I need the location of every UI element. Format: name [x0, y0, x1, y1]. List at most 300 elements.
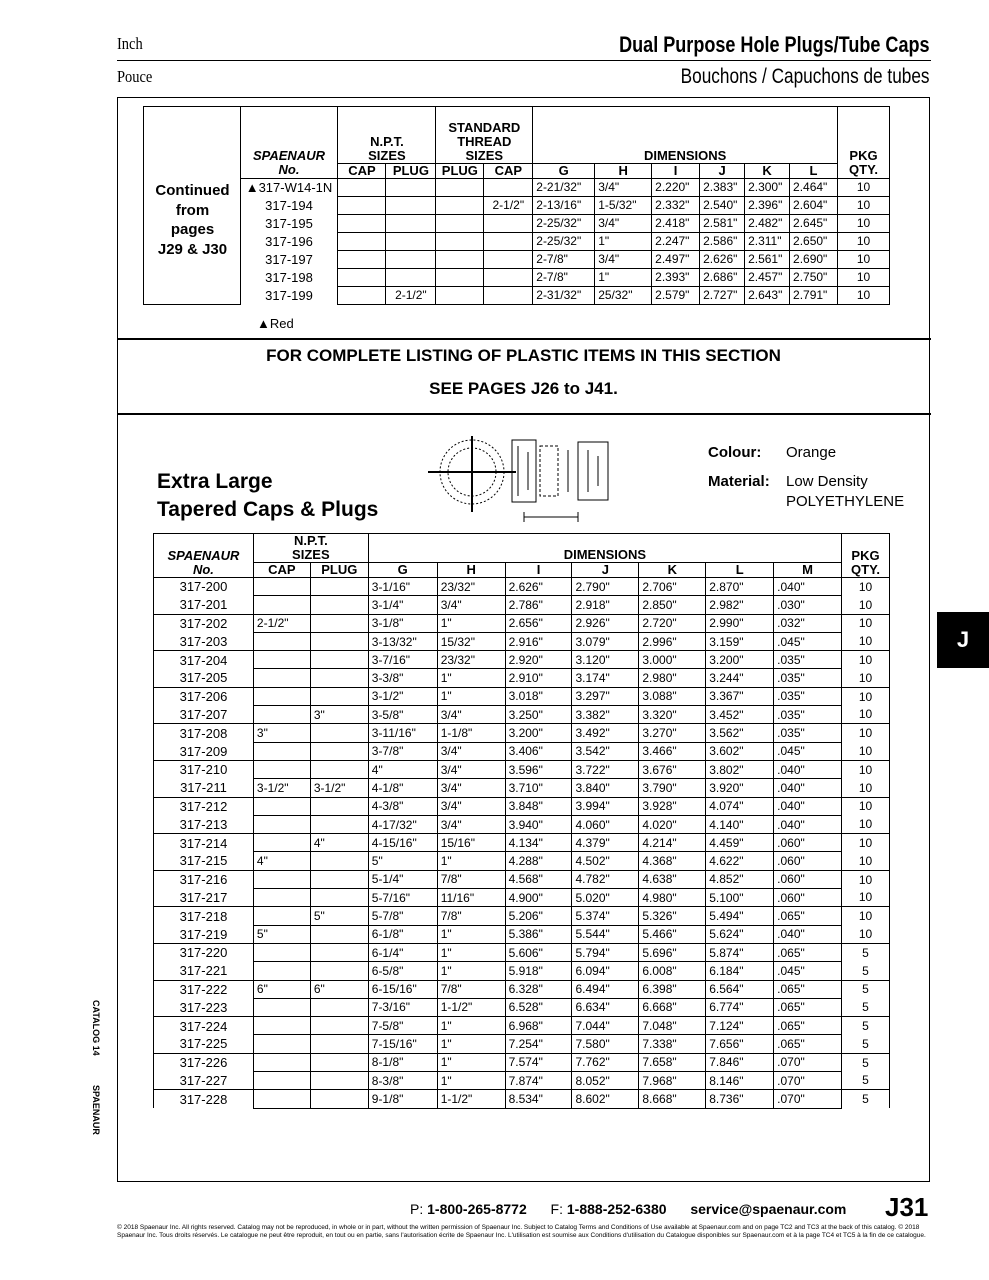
t2-cell-h: 3/4" [437, 706, 505, 724]
t2-cell-j: 6.494" [572, 980, 639, 998]
t2-cell-i: 8.534" [505, 1090, 572, 1108]
t2-cell-m: .030" [774, 596, 842, 614]
t2-header-cap: CAP [253, 563, 310, 578]
t1-cell-no: 317-195 [240, 214, 338, 232]
t1-cell-std_plug [436, 268, 484, 286]
t2-cell-i: 3.200" [505, 724, 572, 742]
t2-cell-h: 15/16" [437, 834, 505, 852]
t2-cell-i: 7.574" [505, 1053, 572, 1071]
t1-cell-no: 317-194 [240, 196, 338, 214]
t2-cell-i: 5.386" [505, 925, 572, 943]
t1-header-dimensions: DIMENSIONS [643, 147, 727, 163]
t2-cell-g: 5-7/8" [368, 907, 437, 925]
t1-cell-std_plug [436, 232, 484, 250]
t1-cell-qty: 10 [837, 250, 889, 268]
t2-cell-m: .040" [774, 925, 842, 943]
t2-cell-i: 4.900" [505, 889, 572, 907]
t2-cell-plug [310, 742, 368, 760]
t2-cell-j: 2.926" [572, 614, 639, 632]
t1-row [144, 250, 890, 268]
t2-cell-cap [253, 632, 310, 650]
t2-cell-k: 4.214" [639, 834, 706, 852]
t2-cell-i: 5.606" [505, 943, 572, 961]
t2-header-m: M [774, 563, 842, 578]
t2-cell-k: 5.466" [639, 925, 706, 943]
t2-cell-m: .032" [774, 614, 842, 632]
t2-header-spaenaur: SPAENAUR [167, 547, 240, 563]
t1-cell-l: 2.791" [790, 286, 838, 304]
page-title-fr: Bouchons / Capuchons de tubes [681, 65, 930, 88]
t2-cell-i: 3.710" [505, 779, 572, 797]
t2-cell-no: 317-223 [154, 998, 254, 1016]
t1-row [144, 268, 890, 286]
t1-cell-npt_cap [338, 196, 386, 214]
continued-line-1: Continued [155, 182, 230, 199]
t2-cell-g: 4-1/8" [368, 779, 437, 797]
t2-cell-i: 3.940" [505, 815, 572, 833]
t2-cell-k: 6.398" [639, 980, 706, 998]
t1-cell-npt_plug [386, 268, 436, 286]
t2-cell-i: 3.406" [505, 742, 572, 760]
t2-row [154, 578, 890, 596]
t2-cell-g: 6-1/4" [368, 943, 437, 961]
t1-cell-npt_plug [386, 250, 436, 268]
t2-cell-k: 4.368" [639, 852, 706, 870]
t2-cell-m: .070" [774, 1053, 842, 1071]
t2-cell-l: 4.622" [706, 852, 774, 870]
t2-cell-qty: 5 [842, 962, 890, 980]
t2-cell-h: 7/8" [437, 870, 505, 888]
t2-cell-plug [310, 1017, 368, 1035]
t1-cell-k: 2.300" [745, 178, 790, 196]
t2-cell-m: .060" [774, 889, 842, 907]
t1-cell-std_plug [436, 196, 484, 214]
t2-cell-plug [310, 1053, 368, 1071]
t2-header-npt: N.P.T. [293, 533, 328, 548]
t2-cell-no: 317-213 [154, 815, 254, 833]
t1-header-no: No. [278, 162, 300, 178]
t2-cell-no: 317-225 [154, 1035, 254, 1053]
t2-cell-j: 5.544" [572, 925, 639, 943]
t2-cell-l: 6.564" [706, 980, 774, 998]
t1-row [144, 178, 890, 196]
t1-cell-std_plug [436, 250, 484, 268]
t2-cell-no: 317-212 [154, 797, 254, 815]
t2-cell-h: 3/4" [437, 779, 505, 797]
section-title-line-2: Tapered Caps & Plugs [157, 498, 379, 521]
t1-cell-qty: 10 [837, 178, 889, 196]
t2-cell-plug [310, 1090, 368, 1108]
t1-header-standard: STANDARD [448, 119, 521, 135]
continued-table [143, 106, 890, 305]
t2-cell-j: 3.079" [572, 632, 639, 650]
t2-cell-m: .040" [774, 797, 842, 815]
t2-cell-k: 3.790" [639, 779, 706, 797]
t2-cell-h: 1-1/2" [437, 998, 505, 1016]
t1-header-npt-sizes: SIZES [368, 147, 406, 163]
t2-cell-no: 317-206 [154, 687, 254, 705]
t2-row [154, 980, 890, 998]
t2-cell-i: 6.968" [505, 1017, 572, 1035]
t2-cell-j: 7.762" [572, 1053, 639, 1071]
t2-cell-k: 6.008" [639, 962, 706, 980]
t2-cell-plug [310, 1072, 368, 1090]
t2-cell-qty: 10 [842, 578, 890, 596]
t2-cell-plug: 3-1/2" [310, 779, 368, 797]
t2-header-plug: PLUG [310, 563, 368, 578]
t2-cell-k: 2.996" [639, 632, 706, 650]
footer-contact [410, 1201, 846, 1217]
t2-cell-l: 2.870" [706, 578, 774, 596]
t2-cell-k: 3.466" [639, 742, 706, 760]
t2-cell-h: 1" [437, 614, 505, 632]
t2-cell-l: 3.452" [706, 706, 774, 724]
t2-cell-no: 317-215 [154, 852, 254, 870]
t2-cell-qty: 5 [842, 1072, 890, 1090]
t1-cell-i: 2.247" [652, 232, 700, 250]
t1-cell-g: 2-31/32" [533, 286, 595, 304]
tapered-caps-table [153, 533, 890, 1109]
t1-header-sizes: SIZES [465, 147, 504, 163]
t2-row [154, 614, 890, 632]
t2-cell-no: 317-202 [154, 614, 254, 632]
t2-cell-m: .070" [774, 1072, 842, 1090]
t1-cell-no: 317-196 [240, 232, 338, 250]
t1-cell-j: 2.686" [700, 268, 745, 286]
t2-cell-l: 2.982" [706, 596, 774, 614]
t2-cell-h: 1" [437, 687, 505, 705]
t2-cell-qty: 10 [842, 651, 890, 669]
t2-cell-no: 317-209 [154, 742, 254, 760]
t2-cell-k: 2.980" [639, 669, 706, 687]
t2-cell-k: 2.720" [639, 614, 706, 632]
t2-cell-k: 5.326" [639, 907, 706, 925]
t2-cell-m: .065" [774, 943, 842, 961]
t1-cell-npt_cap [338, 214, 386, 232]
t2-header-i: I [505, 563, 572, 578]
t2-cell-cap [253, 943, 310, 961]
t1-cell-npt_cap [338, 178, 386, 196]
t1-cell-qty: 10 [837, 268, 889, 286]
t2-cell-l: 3.802" [706, 760, 774, 778]
t2-cell-plug [310, 614, 368, 632]
t1-cell-k: 2.311" [745, 232, 790, 250]
t2-header-k: K [639, 563, 706, 578]
t2-cell-no: 317-222 [154, 980, 254, 998]
phone-number[interactable]: 1-800-265-8772 [427, 1201, 527, 1217]
t1-cell-h: 3/4" [595, 250, 652, 268]
t2-row [154, 889, 890, 907]
t2-cell-qty: 5 [842, 1035, 890, 1053]
t2-cell-qty: 10 [842, 632, 890, 650]
t2-cell-i: 2.910" [505, 669, 572, 687]
t2-cell-h: 3/4" [437, 742, 505, 760]
t2-cell-l: 4.074" [706, 797, 774, 815]
t1-header-qty: QTY. [837, 163, 889, 178]
t1-cell-l: 2.464" [790, 178, 838, 196]
t2-cell-i: 2.920" [505, 651, 572, 669]
t1-side-cell [144, 178, 241, 196]
t2-cell-j: 8.052" [572, 1072, 639, 1090]
t2-cell-qty: 10 [842, 596, 890, 614]
t2-cell-qty: 10 [842, 925, 890, 943]
fax-label: F: [550, 1201, 563, 1217]
t2-cell-g: 3-11/16" [368, 724, 437, 742]
t2-cell-plug [310, 852, 368, 870]
continued-line-3: pages [170, 221, 215, 238]
t2-cell-g: 7-3/16" [368, 998, 437, 1016]
t1-row [144, 214, 890, 232]
t2-cell-k: 6.668" [639, 998, 706, 1016]
t1-cell-k: 2.643" [745, 286, 790, 304]
t2-cell-h: 7/8" [437, 980, 505, 998]
catalog-vertical-label: CATALOG 14 [91, 1000, 101, 1056]
t2-cell-no: 317-208 [154, 724, 254, 742]
section-tab-j[interactable]: J [937, 612, 989, 668]
copyright-fr: © 2018 Spaenaur Inc. Tous droits réservés. Le catalogue ne peut être reproduit, en tout ou en partie, sans l'autorisation écrite de Spaenaur Inc. L'utilisation est soumise aux Conditions d'utilisation du Catalogue disponibles sur Spaenaur.com et à la page TC4 et TC5 à la fin de ce catalogue. [117, 1224, 926, 1239]
t2-cell-j: 4.502" [572, 852, 639, 870]
t2-cell-cap [253, 706, 310, 724]
material-label: Material: [708, 473, 770, 490]
t2-cell-g: 6-5/8" [368, 962, 437, 980]
t2-cell-k: 7.048" [639, 1017, 706, 1035]
t2-cell-h: 7/8" [437, 907, 505, 925]
t1-row [144, 232, 890, 250]
t2-cell-cap [253, 651, 310, 669]
t1-cell-g: 2-25/32" [533, 232, 595, 250]
t2-cell-h: 11/16" [437, 889, 505, 907]
t2-cell-h: 1" [437, 925, 505, 943]
t2-cell-k: 4.020" [639, 815, 706, 833]
t2-cell-g: 3-1/2" [368, 687, 437, 705]
t2-cell-k: 2.850" [639, 596, 706, 614]
t2-row [154, 1035, 890, 1053]
header-pouce: Pouce [117, 67, 153, 86]
t2-cell-k: 7.968" [639, 1072, 706, 1090]
t2-cell-cap: 5" [253, 925, 310, 943]
t2-cell-plug [310, 578, 368, 596]
t2-cell-no: 317-226 [154, 1053, 254, 1071]
t2-cell-l: 8.736" [706, 1090, 774, 1108]
t1-cell-g: 2-13/16" [533, 196, 595, 214]
fax-number: 1-888-252-6380 [566, 1201, 667, 1217]
t2-row [154, 962, 890, 980]
t2-cell-j: 3.120" [572, 651, 639, 669]
t2-cell-m: .040" [774, 760, 842, 778]
t2-cell-qty: 10 [842, 870, 890, 888]
t1-cell-k: 2.396" [745, 196, 790, 214]
t2-cell-cap [253, 578, 310, 596]
t2-cell-m: .035" [774, 706, 842, 724]
t1-cell-i: 2.579" [652, 286, 700, 304]
t1-cell-no: 317-197 [240, 250, 338, 268]
t2-cell-h: 3/4" [437, 797, 505, 815]
t2-header-g: G [368, 563, 437, 578]
t2-cell-j: 3.542" [572, 742, 639, 760]
t1-cell-qty: 10 [837, 232, 889, 250]
t2-cell-qty: 10 [842, 742, 890, 760]
t2-cell-k: 2.706" [639, 578, 706, 596]
t1-cell-h: 25/32" [595, 286, 652, 304]
t1-cell-l: 2.690" [790, 250, 838, 268]
t2-cell-plug [310, 925, 368, 943]
t2-cell-g: 4-17/32" [368, 815, 437, 833]
t2-cell-cap [253, 1017, 310, 1035]
t2-cell-g: 3-13/32" [368, 632, 437, 650]
t2-cell-g: 5-7/16" [368, 889, 437, 907]
t1-cell-std_cap: 2-1/2" [484, 196, 533, 214]
t2-cell-j: 3.297" [572, 687, 639, 705]
t2-cell-cap [253, 669, 310, 687]
t2-header-l: L [706, 563, 774, 578]
t2-cell-m: .045" [774, 742, 842, 760]
t1-cell-h: 3/4" [595, 178, 652, 196]
t1-cell-npt_cap [338, 250, 386, 268]
copyright-text [117, 1224, 933, 1240]
t2-row [154, 632, 890, 650]
t1-header-thread: THREAD [457, 133, 512, 149]
t2-cell-m: .035" [774, 724, 842, 742]
t1-cell-std_cap [484, 250, 533, 268]
t2-cell-k: 7.338" [639, 1035, 706, 1053]
t2-cell-i: 2.786" [505, 596, 572, 614]
t2-cell-m: .065" [774, 907, 842, 925]
t2-cell-qty: 5 [842, 1053, 890, 1071]
brand-vertical-label: SPAENAUR [91, 1085, 101, 1135]
t1-header-npt: N.P.T. [370, 133, 404, 149]
t1-cell-npt_plug [386, 196, 436, 214]
t2-row [154, 706, 890, 724]
t1-side-cell [144, 286, 241, 304]
t1-cell-l: 2.645" [790, 214, 838, 232]
t2-cell-i: 5.206" [505, 907, 572, 925]
t2-cell-g: 8-3/8" [368, 1072, 437, 1090]
t2-cell-no: 317-219 [154, 925, 254, 943]
t1-header-j: J [700, 163, 745, 178]
t2-row [154, 1017, 890, 1035]
t1-header-h: H [595, 163, 652, 178]
t2-cell-l: 3.244" [706, 669, 774, 687]
t2-cell-h: 1" [437, 962, 505, 980]
t2-cell-m: .035" [774, 669, 842, 687]
t2-cell-plug [310, 632, 368, 650]
t1-header-spaenaur: SPAENAUR [253, 148, 325, 163]
header-divider [117, 60, 931, 61]
section-title-line-1: Extra Large [157, 470, 273, 493]
t2-cell-k: 3.676" [639, 760, 706, 778]
t2-row [154, 760, 890, 778]
t2-cell-l: 7.846" [706, 1053, 774, 1071]
t1-cell-npt_plug: 2-1/2" [386, 286, 436, 304]
t2-cell-j: 5.794" [572, 943, 639, 961]
t2-row [154, 998, 890, 1016]
t2-cell-i: 3.596" [505, 760, 572, 778]
t2-cell-cap [253, 760, 310, 778]
t2-cell-qty: 10 [842, 889, 890, 907]
t2-cell-m: .065" [774, 998, 842, 1016]
t2-row [154, 925, 890, 943]
divider-1 [117, 338, 931, 340]
t2-cell-i: 3.018" [505, 687, 572, 705]
t2-cell-l: 5.624" [706, 925, 774, 943]
t2-cell-cap [253, 687, 310, 705]
t2-cell-k: 8.668" [639, 1090, 706, 1108]
t2-cell-j: 2.918" [572, 596, 639, 614]
t1-cell-i: 2.497" [652, 250, 700, 268]
t1-row [144, 196, 890, 214]
t1-header-npt-plug: PLUG [386, 163, 436, 178]
t2-row [154, 596, 890, 614]
t2-row [154, 1090, 890, 1108]
t2-cell-l: 5.494" [706, 907, 774, 925]
t2-cell-plug [310, 998, 368, 1016]
t2-cell-no: 317-203 [154, 632, 254, 650]
t2-cell-g: 3-5/8" [368, 706, 437, 724]
t2-cell-i: 2.626" [505, 578, 572, 596]
t1-cell-no: 317-198 [240, 268, 338, 286]
t1-side-cell [144, 196, 241, 214]
t2-cell-g: 5-1/4" [368, 870, 437, 888]
t2-cell-h: 1" [437, 1017, 505, 1035]
t2-cell-cap [253, 1090, 310, 1108]
t2-cell-l: 6.184" [706, 962, 774, 980]
t2-cell-j: 3.840" [572, 779, 639, 797]
t2-cell-cap [253, 1053, 310, 1071]
t2-cell-l: 4.459" [706, 834, 774, 852]
t1-cell-npt_cap [338, 268, 386, 286]
t2-cell-cap [253, 596, 310, 614]
t1-side-cell [144, 250, 241, 268]
t2-cell-m: .060" [774, 852, 842, 870]
t2-cell-m: .040" [774, 815, 842, 833]
t2-cell-h: 23/32" [437, 578, 505, 596]
t1-cell-qty: 10 [837, 196, 889, 214]
t1-cell-std_plug [436, 286, 484, 304]
t2-header-qty: QTY. [842, 563, 890, 578]
t2-cell-l: 5.100" [706, 889, 774, 907]
t2-cell-no: 317-204 [154, 651, 254, 669]
t2-cell-l: 7.656" [706, 1035, 774, 1053]
t2-cell-h: 3/4" [437, 760, 505, 778]
t2-cell-qty: 5 [842, 998, 890, 1016]
email-link[interactable]: service@spaenaur.com [690, 1201, 847, 1217]
t2-cell-j: 3.174" [572, 669, 639, 687]
t2-cell-j: 6.094" [572, 962, 639, 980]
t2-cell-g: 4-3/8" [368, 797, 437, 815]
t2-cell-k: 3.088" [639, 687, 706, 705]
t2-cell-h: 1" [437, 1053, 505, 1071]
t2-cell-plug: 3" [310, 706, 368, 724]
t2-cell-cap [253, 815, 310, 833]
t2-cell-qty: 10 [842, 687, 890, 705]
t1-cell-npt_cap [338, 286, 386, 304]
t2-cell-no: 317-210 [154, 760, 254, 778]
t2-cell-cap: 2-1/2" [253, 614, 310, 632]
t2-cell-h: 23/32" [437, 651, 505, 669]
t1-cell-no: ▲317-W14-1N [240, 178, 338, 196]
t1-cell-h: 1" [595, 268, 652, 286]
header-inch: Inch [117, 34, 143, 53]
t2-row [154, 1072, 890, 1090]
t2-row [154, 669, 890, 687]
t2-row [154, 687, 890, 705]
t2-row [154, 651, 890, 669]
t1-row [144, 286, 890, 304]
t1-cell-no: 317-199 [240, 286, 338, 304]
t2-cell-h: 1" [437, 852, 505, 870]
t2-header-npt-sizes: SIZES [292, 547, 330, 562]
t2-cell-g: 3-1/16" [368, 578, 437, 596]
